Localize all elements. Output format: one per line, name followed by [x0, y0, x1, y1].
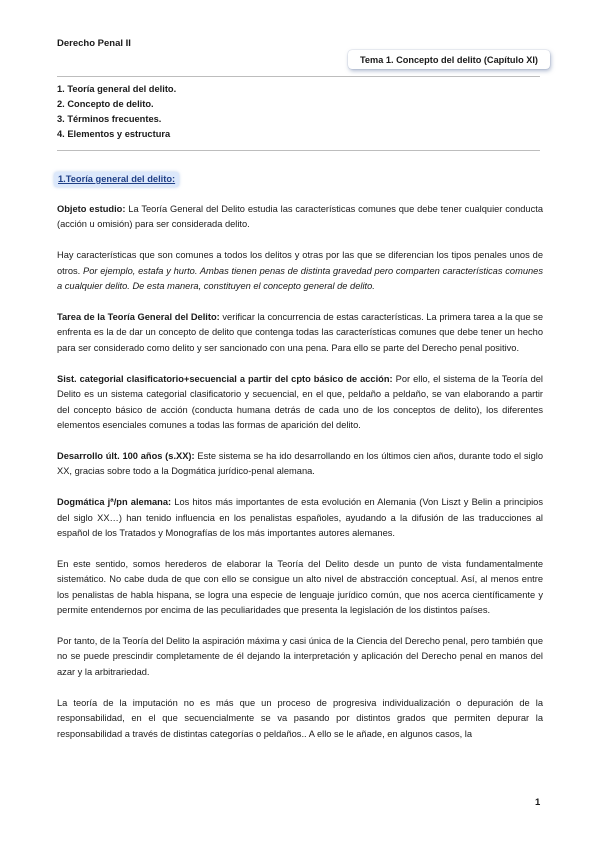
paragraph-text: La Teoría General del Delito estudia las características comunes que debe tener cualquier conducta (acción u omisión) para ser considerada delito.: [57, 204, 543, 230]
toc-item: 1. Teoría general del delito.: [57, 84, 177, 94]
paragraph-lead: Objeto estudio:: [57, 204, 126, 214]
section-heading: 1.Teoría general del delito:: [54, 172, 179, 187]
paragraph-text: verificar la concurrencia de estas características. La primera tarea a la que se enfrenta es la de dar un concepto de delito que contenga todas las características comunes que debe tener un hecho para ser considerado como delito y ser sancionado con una pena. Para ello se parte del Derecho penal positivo.: [57, 312, 543, 353]
paragraph-text: Hay características que son comunes a todos los delitos y otras por las que se diferencian los tipos penales unos de otros.: [57, 250, 543, 276]
toc-item: 2. Concepto de delito.: [57, 99, 154, 109]
paragraph-text: En este sentido, somos herederos de elaborar la Teoría del Delito desde un punto de vista fundamentalmente sistemático. No cabe duda de que con ello se consigue un alto nivel de abstracción conceptual. Así, al menos entre los penalistas de habla hispana, se logra una especie de lenguaje jurídico común, que nos acerca científicamente y permite entendernos por encima de las peculiaridades que presenta la legislación de los distintos países.: [57, 558, 543, 616]
paragraph-objeto-estudio: [57, 202, 543, 233]
paragraph-lead: Sist. categorial clasificatorio+secuencial a partir del cpto básico de acción:: [57, 373, 393, 384]
paragraph-text: La teoría de la imputación no es más que un proceso de progresiva individualización o depuración de la responsabilidad, en el que secuencialmente se va pasando por distintos grados que permiten depurar la responsabilidad a través de distintas categorías o peldaños.. A ello se le añade, en algunos casos, la: [57, 697, 543, 739]
toc-item: 4. Elementos y estructura: [57, 129, 171, 139]
paragraph-herederos: [57, 557, 543, 619]
paragraph-desarrollo: [57, 449, 543, 480]
table-of-contents: [57, 82, 176, 142]
paragraph-dogmatica: [57, 495, 543, 541]
paragraph-text: Este sistema se ha ido desarrollando en los últimos cien años, durante todo el siglo XX, gracias sobre todo a la Dogmática jurídico-penal alemana.: [57, 450, 543, 477]
toc-item: 3. Términos frecuentes.: [57, 114, 162, 124]
paragraph-text: Por tanto, de la Teoría del Delito la aspiración máxima y casi única de la Ciencia del Derecho penal, pero también que no se puede prescindir completamente de él dejando la interpretación y aplicación del Derecho penal en manos del azar y la arbitrariedad.: [57, 636, 543, 677]
topic-box: [348, 50, 550, 69]
topic-title: Tema 1. Concepto del delito (Capítulo XI): [360, 54, 538, 65]
paragraph-sistema-categorial: [57, 372, 543, 434]
paragraph-lead: Tarea de la Teoría General del Delito:: [57, 312, 220, 323]
subject-title: Derecho Penal II: [57, 38, 131, 49]
divider-bottom: [57, 150, 540, 151]
paragraph-caracteristicas: [57, 248, 543, 294]
divider-top: [57, 76, 540, 77]
paragraph-aspiracion: [57, 634, 543, 680]
paragraph-example: Por ejemplo, estafa y hurto. Ambas tienen penas de distinta gravedad pero comparten características comunes a cualquier delito. De esta manera, constituyen el concepto general de delito.: [57, 265, 543, 292]
body-text: [57, 202, 543, 757]
paragraph-imputacion: [57, 696, 543, 742]
paragraph-text: Por ello, el sistema de la Teoría del Delito es un sistema categorial clasificatorio y secuencial, en el que, peldaño a peldaño, se van elaborando a partir del concepto básico de acción (conducta humana detrás de cada uno de los conceptos de delito), los diferentes elementos esenciales comunes a todas las formas de aparición del delito.: [57, 373, 543, 430]
paragraph-lead: Dogmática jª/pn alemana:: [57, 497, 172, 508]
paragraph-text: Los hitos más importantes de esta evolución en Alemania (Von Liszt y Belin a principios del siglo XX…) han tenido influencia en los penalistas españoles, ayudando a la difusión de las traducciones al español de los Tratados y Monografías de los más importantes autores alemanes.: [57, 497, 544, 538]
paragraph-tarea: [57, 310, 543, 356]
page-number: 1: [535, 797, 541, 808]
paragraph-lead: Desarrollo últ. 100 años (s.XX):: [57, 450, 195, 461]
